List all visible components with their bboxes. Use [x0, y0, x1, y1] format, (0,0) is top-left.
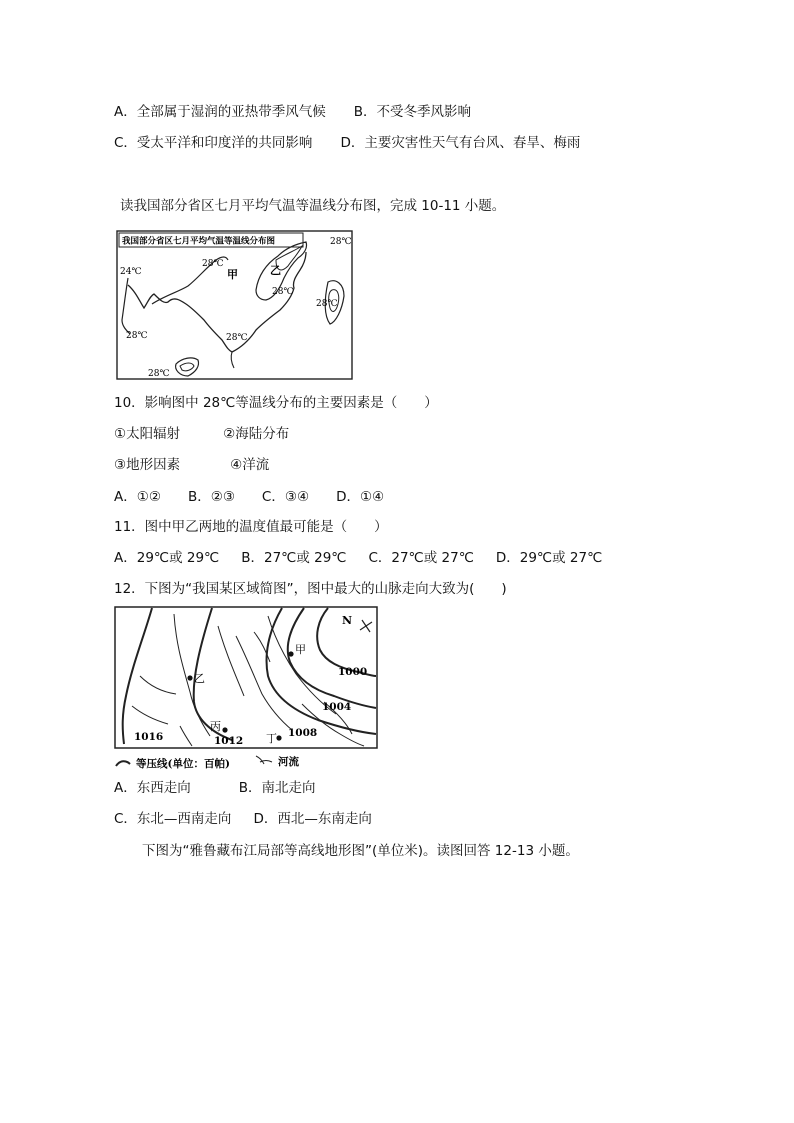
q9-option-b: B．不受冬季风影响: [353, 104, 472, 120]
q12-option-b: B．南北走向: [238, 780, 316, 796]
intro-10-11: 读我国部分省区七月平均气温等温线分布图，完成 10-11 小题。: [120, 198, 506, 214]
q10-items-row1: [114, 425, 289, 443]
q12-options-row1: [114, 779, 316, 797]
q12-option-a: A．东西走向: [114, 780, 191, 796]
q10-option-b: B．②③: [187, 489, 235, 505]
point-jia: [288, 651, 293, 656]
label-28-mid: 28℃: [272, 287, 294, 297]
label-24: 24℃: [120, 267, 142, 277]
label-28-south: 28℃: [148, 369, 170, 379]
label-28-left: 28℃: [126, 331, 148, 341]
q12-option-c: C．东北—西南走向: [114, 811, 232, 827]
q11-option-a: A．29℃或 29℃: [114, 550, 220, 566]
point-yi-label: 乙: [194, 672, 205, 685]
isobar-label-1000: 1000: [338, 666, 368, 678]
q11-option-b: B．27℃或 29℃: [241, 550, 347, 566]
q9-option-a: A．全部属于湿润的亚热带季风气候: [114, 104, 326, 120]
isobar-label-1016: 1016: [134, 731, 164, 743]
q10-items-row2: [114, 456, 269, 474]
q12-stem: 12．下图为“我国某区域简图”，图中最大的山脉走向大致为( ): [114, 581, 507, 597]
label-yi: 乙: [270, 264, 281, 277]
q11-options: [114, 549, 602, 567]
q12-options-row2: [114, 810, 372, 828]
label-jia: 甲: [227, 268, 238, 281]
q10-item1: ①太阳辐射: [114, 426, 181, 442]
q9-option-d: D．主要灾害性天气有台风、春旱、梅雨: [340, 135, 581, 151]
q10-item3: ③地形因素: [114, 457, 181, 473]
north-label: N: [342, 614, 353, 627]
q9-options-row1: [114, 103, 471, 121]
point-ding: [276, 735, 281, 740]
isobar-map: [114, 606, 379, 772]
point-jia-label: 甲: [295, 643, 306, 656]
q9-option-c: C．受太平洋和印度洋的共同影响: [114, 135, 313, 151]
q10-option-d: D．①④: [336, 489, 385, 505]
q9-options-row2: [114, 134, 580, 152]
legend-isobar-icon: [116, 761, 130, 766]
q10-stem: 10．影响图中 28℃等温线分布的主要因素是（ ）: [114, 395, 438, 411]
legend-isobar-label: 等压线(单位：百帕): [136, 758, 230, 770]
intro-12-13: 下图为“雅鲁藏布江局部等高线地形图”(单位米)。读图回答 12-13 小题。: [142, 843, 579, 859]
label-28-top: 28℃: [202, 259, 224, 269]
legend-river-icon: [256, 756, 272, 764]
legend-river-label: 河流: [278, 756, 299, 768]
isobar-label-1008: 1008: [288, 727, 318, 739]
q12-option-d: D．西北—东南走向: [253, 811, 372, 827]
q11-option-d: D．29℃或 27℃: [495, 550, 603, 566]
point-bing-label: 丙: [210, 720, 221, 733]
label-28-ne: 28℃: [330, 237, 352, 247]
q10-item4: ④洋流: [230, 457, 270, 473]
q10-item2: ②海陆分布: [223, 426, 290, 442]
q10-option-a: A．①②: [114, 489, 161, 505]
isotherm-map: [116, 230, 353, 380]
isobar-label-1004: 1004: [322, 701, 352, 713]
q10-option-c: C．③④: [261, 489, 310, 505]
isotherm-map-title: 我国部分省区七月平均气温等温线分布图: [122, 236, 276, 247]
point-ding-label: 丁: [266, 732, 277, 745]
isobar-label-1012: 1012: [214, 735, 244, 747]
label-28-east: 28℃: [316, 299, 338, 309]
point-bing: [222, 727, 227, 732]
q11-stem: 11．图中甲乙两地的温度值最可能是（ ）: [114, 519, 388, 535]
q10-options: [114, 488, 384, 506]
q11-option-c: C．27℃或 27℃: [368, 550, 474, 566]
point-yi: [187, 675, 192, 680]
label-28-bottom: 28℃: [226, 333, 248, 343]
